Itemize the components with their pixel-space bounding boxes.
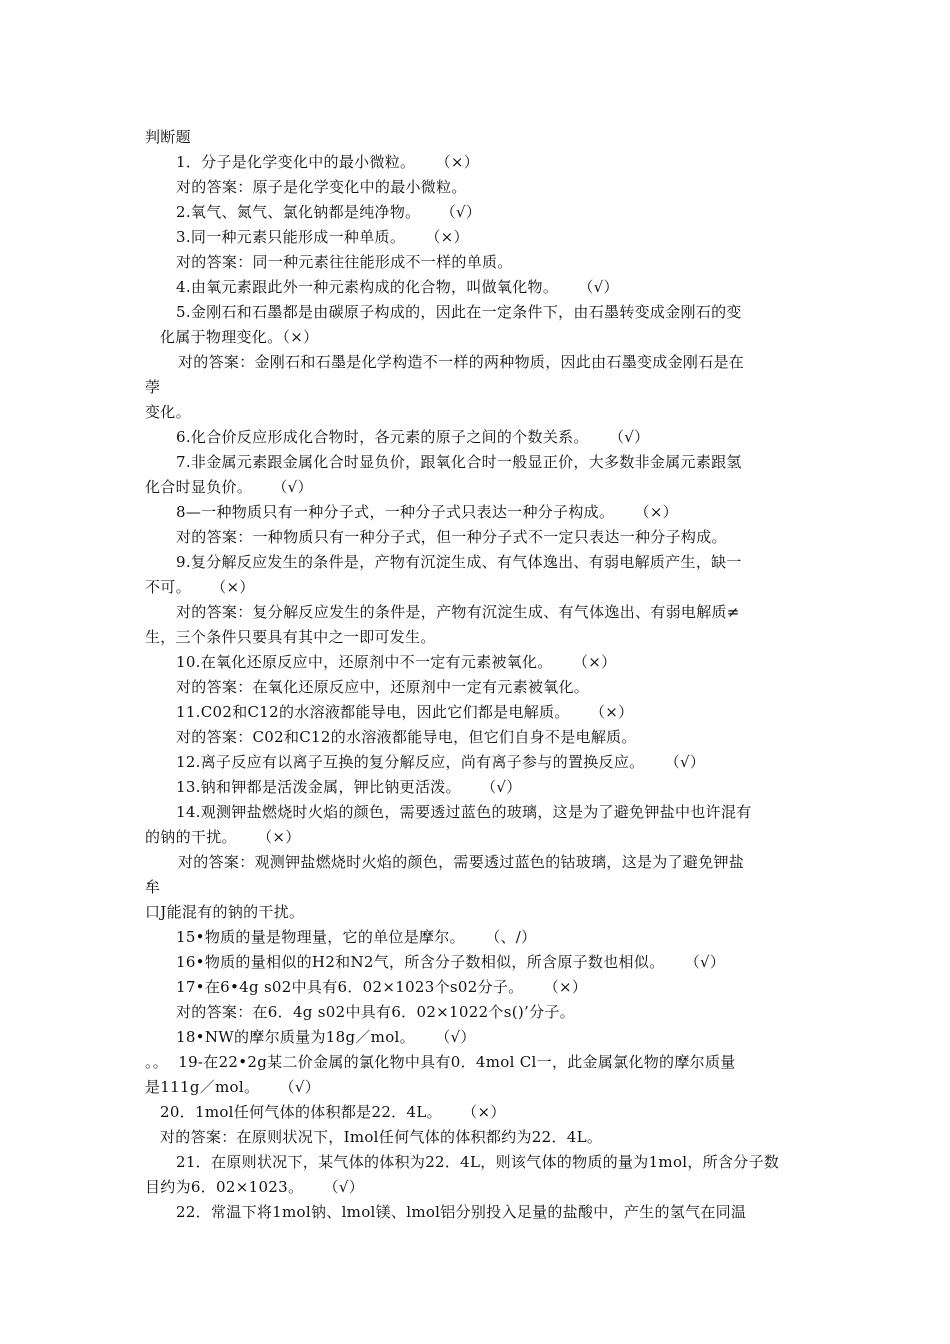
text-line: 对的答案：原子是化学变化中的最小微粒。 — [176, 178, 467, 196]
text-line: 18•NW的摩尔质量为18g／mol。 （√） — [176, 1028, 476, 1046]
text-line: 5.金刚石和石墨都是由碳原子构成的，因此在一定条件下，由石墨转变成金刚石的变 — [176, 303, 742, 321]
text-line: 16•物质的量相似的H2和N2气，所含分子数相似，所含原子数也相似。 （√） — [176, 953, 726, 971]
text-line: 8—一种物质只有一种分子式，一种分子式只表达一种分子构成。 （×） — [176, 503, 678, 521]
text-line: 对的答案：在6．4g s02中具有6．02×1022个s()’分子。 — [176, 1003, 575, 1021]
text-line: 生，三个条件只要具有其中之一即可发生。 — [145, 628, 436, 646]
text-line: 14.观测钾盐燃烧时火焰的颜色，需要透过蓝色的玻璃，这是为了避免钾盐中也许混有 — [176, 803, 752, 821]
text-line: 对的答案：C02和C12的水溶液都能导电，但它们自身不是电解质。 — [176, 728, 637, 746]
text-line: 变化。 — [145, 403, 191, 421]
text-line: 11.C02和C12的水溶液都能导电，因此它们都是电解质。 （×） — [176, 703, 634, 721]
text-line: 目约为6．02×1023。 （√） — [145, 1178, 365, 1196]
text-line: 9.复分解反应发生的条件是，产物有沉淀生成、有气体逸出、有弱电解质产生，缺一 — [176, 553, 742, 571]
text-line: 牟 — [145, 878, 161, 896]
text-line: 的钠的干扰。 （×） — [145, 828, 301, 846]
text-line: 对的答案：在原则状况下，Imol任何气体的体积都约为22．4L。 — [160, 1128, 603, 1146]
document-heading: 判断题 — [145, 128, 191, 146]
text-line: 对的答案：同一种元素往往能形成不一样的单质。 — [176, 253, 513, 271]
text-line: 口J能混有的钠的干扰。 — [145, 903, 305, 921]
text-line: 对的答案：一种物质只有一种分子式，但一种分子式不一定只表达一种分子构成。 — [176, 528, 727, 546]
text-line: 化合时显负价。 （√） — [145, 478, 313, 496]
text-line: 12.离子反应有以离子互换的复分解反应，尚有离子参与的置换反应。 （√） — [176, 753, 706, 771]
text-line: 7.非金属元素跟金属化合时显负价，跟氧化合时一般显正价，大多数非金属元素跟氢 — [176, 453, 742, 471]
text-line: 4.由氧元素跟此外一种元素构成的化合物，叫做氧化物。 （√） — [176, 278, 619, 296]
text-line: 10.在氧化还原反应中，还原剂中不一定有元素被氧化。 （×） — [176, 653, 617, 671]
text-line: 13.钠和钾都是活泼金属，钾比钠更活泼。 （√） — [176, 778, 522, 796]
text-line: 3.同一种元素只能形成一种单质。 （×） — [176, 228, 469, 246]
text-line: 2.氧气、氮气、氯化钠都是纯净物。 （√） — [176, 203, 482, 221]
text-line: 1．分子是化学变化中的最小微粒。 （×） — [176, 153, 480, 171]
text-line: 22．常温下将1mol钠、lmol镁、lmol铝分别投入足量的盐酸中，产生的氢气在同温 — [176, 1203, 747, 1221]
text-line: 化属于物理变化。（×） — [160, 328, 319, 346]
text-line: 。。 19-在22•2g某二价金属的氯化物中具有0．4mol Cl一，此金属氯化物的摩尔质量 — [145, 1053, 736, 1071]
text-line: 是111g／mol。 （√） — [145, 1078, 321, 1096]
text-line: 21．在原则状况下，某气体的体积为22．4L，则该气体的物质的量为1mol，所含分子数 — [176, 1153, 780, 1171]
text-line: 对的答案：在氧化还原反应中，还原剂中一定有元素被氧化。 — [176, 678, 590, 696]
text-line: 20．1mol任何气体的体积都是22．4L。 （×） — [160, 1103, 506, 1121]
text-line: 对的答案：复分解反应发生的条件是，产物有沉淀生成、有气体逸出、有弱电解质≠ — [176, 603, 740, 621]
text-line: 不可。 （×） — [145, 578, 255, 596]
text-line: 荸 — [145, 378, 161, 396]
text-line: 6.化合价反应形成化合物时，各元素的原子之间的个数关系。 （√） — [176, 428, 650, 446]
text-line: 15•物质的量是物理量，它的单位是摩尔。 （、/） — [176, 928, 537, 946]
text-line: 17•在6•4g s02中具有6．02×1023个s02分子。 （×） — [176, 978, 588, 996]
text-line: 对的答案：金刚石和石墨是化学构造不一样的两种物质，因此由石墨变成金刚石是在 — [178, 353, 745, 371]
text-line: 对的答案：观测钾盐燃烧时火焰的颜色，需要透过蓝色的钴玻璃，这是为了避免钾盐 — [178, 853, 745, 871]
